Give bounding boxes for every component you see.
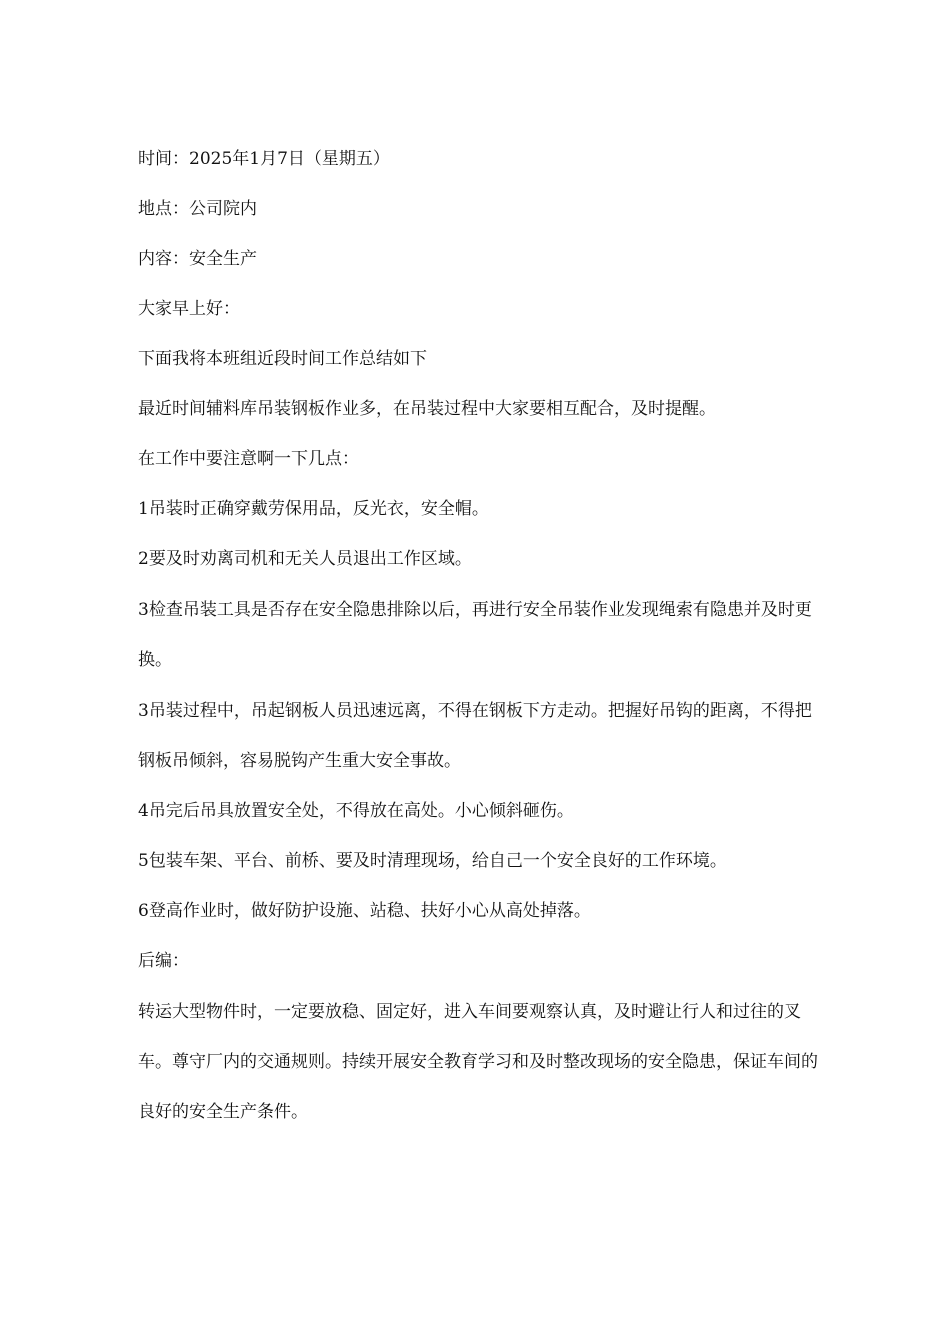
point-item: 4吊完后吊具放置安全处，不得放在高处。小心倾斜砸伤。 (138, 801, 574, 821)
meeting-content: 内容：安全生产 (138, 249, 257, 269)
document-page (138, 145, 828, 1148)
meeting-time: 时间：2025年1月7日（星期五） (138, 149, 390, 169)
point-item: 2要及时劝离司机和无关人员退出工作区域。 (138, 549, 472, 569)
meeting-place: 地点：公司院内 (138, 199, 257, 219)
point-item: 6登高作业时，做好防护设施、站稳、扶好小心从高处掉落。 (138, 901, 591, 921)
point-item: 1吊装时正确穿戴劳保用品，反光衣，安全帽。 (138, 499, 489, 519)
notice-heading: 在工作中要注意啊一下几点： (138, 449, 359, 469)
point-item: 3检查吊装工具是否存在安全隐患排除以后，再进行安全吊装作业发现绳索有隐患并及时更换。 (138, 600, 812, 670)
greeting: 大家早上好： (138, 299, 240, 319)
postscript-body: 转运大型物件时，一定要放稳、固定好，进入车间要观察认真，及时避让行人和过往的叉车。尊守厂内的交通规则。持续开展安全教育学习和及时整改现场的安全隐患，保证车间的良好的安全生产条件。 (138, 1002, 818, 1122)
point-item: 5包装车架、平台、前桥、要及时清理现场，给自己一个安全良好的工作环境。 (138, 851, 727, 871)
point-item: 3吊装过程中，吊起钢板人员迅速远离，不得在钢板下方走动。把握好吊钩的距离，不得把钢板吊倾斜，容易脱钩产生重大安全事故。 (138, 701, 812, 771)
intro-line: 下面我将本班组近段时间工作总结如下 (138, 349, 427, 369)
postscript-heading: 后编： (138, 951, 189, 971)
summary-line: 最近时间辅料库吊装钢板作业多，在吊装过程中大家要相互配合，及时提醒。 (138, 399, 716, 419)
